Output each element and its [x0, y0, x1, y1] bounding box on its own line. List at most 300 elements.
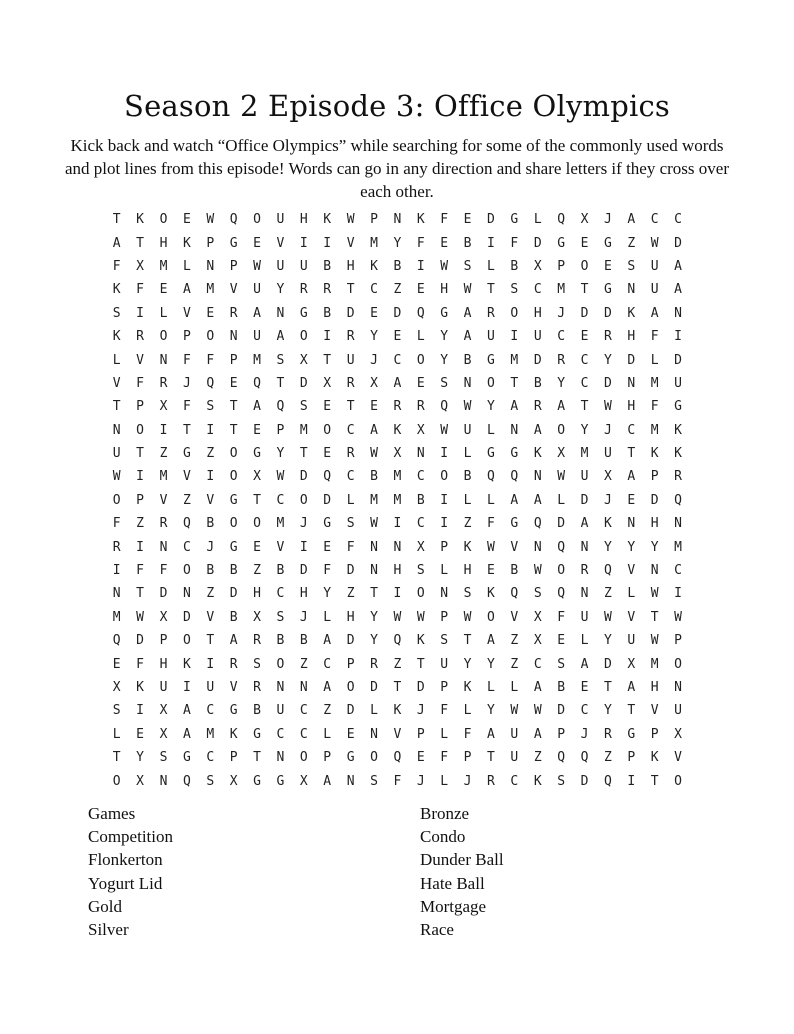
- grid-letter: F: [136, 375, 144, 391]
- grid-letter: O: [159, 212, 168, 228]
- grid-letter: E: [416, 282, 425, 298]
- grid-letter: E: [440, 235, 449, 251]
- grid-letter: Q: [206, 375, 215, 391]
- grid-letter: P: [323, 750, 332, 766]
- grid-letter: I: [136, 703, 144, 719]
- grid-letter: N: [346, 773, 355, 789]
- grid-letter: A: [253, 305, 261, 321]
- grid-letter: O: [299, 329, 308, 345]
- grid-letter: X: [393, 446, 402, 462]
- grid-letter: O: [229, 469, 238, 485]
- grid-letter: U: [112, 446, 121, 462]
- grid-letter: E: [580, 235, 589, 251]
- grid-letter: T: [650, 773, 659, 789]
- grid-letter: H: [440, 282, 449, 298]
- grid-letter: R: [229, 656, 238, 672]
- grid-letter: V: [650, 703, 659, 719]
- grid-letter: I: [206, 656, 215, 672]
- grid-letter: Z: [346, 586, 355, 602]
- grid-letter: E: [487, 563, 495, 579]
- grid-letter: E: [580, 329, 589, 345]
- grid-letter: L: [370, 703, 378, 719]
- grid-letter: K: [182, 656, 191, 672]
- grid-letter: C: [276, 586, 285, 602]
- grid-letter: K: [650, 446, 659, 462]
- grid-letter: R: [159, 375, 168, 391]
- grid-letter: S: [510, 282, 519, 298]
- grid-letter: U: [276, 258, 285, 274]
- grid-letter: Q: [182, 773, 191, 789]
- grid-letter: P: [650, 726, 659, 742]
- grid-letter: Y: [323, 586, 332, 602]
- grid-letter: F: [323, 563, 332, 579]
- grid-letter: A: [182, 726, 191, 742]
- grid-letter: S: [112, 305, 121, 321]
- grid-letter: S: [416, 563, 425, 579]
- grid-letter: R: [533, 399, 542, 415]
- grid-letter: W: [463, 282, 472, 298]
- grid-letter: S: [276, 352, 285, 368]
- grid-letter: O: [487, 609, 495, 625]
- grid-letter: G: [299, 305, 308, 321]
- grid-letter: K: [229, 726, 238, 742]
- grid-letter: U: [253, 329, 261, 345]
- grid-letter: X: [112, 680, 121, 695]
- grid-letter: B: [229, 563, 238, 579]
- grid-letter: M: [206, 282, 215, 298]
- grid-letter: L: [112, 352, 121, 368]
- grid-letter: I: [440, 516, 449, 532]
- grid-letter: O: [253, 212, 261, 228]
- grid-letter: Q: [440, 399, 449, 415]
- grid-letter: I: [299, 235, 308, 251]
- grid-letter: K: [136, 680, 144, 695]
- grid-letter: G: [229, 539, 238, 555]
- grid-letter: W: [440, 258, 449, 274]
- grid-letter: H: [346, 258, 355, 274]
- grid-letter: D: [674, 235, 682, 251]
- grid-letter: G: [253, 446, 261, 462]
- grid-letter: D: [346, 703, 355, 719]
- grid-letter: A: [627, 680, 636, 695]
- grid-letter: O: [299, 750, 308, 766]
- grid-letter: B: [510, 563, 519, 579]
- grid-letter: J: [557, 305, 566, 321]
- grid-letter: V: [182, 305, 191, 321]
- grid-letter: V: [206, 609, 215, 625]
- grid-letter: J: [299, 516, 308, 532]
- grid-letter: Q: [416, 305, 425, 321]
- grid-letter: A: [487, 726, 495, 742]
- grid-letter: X: [323, 375, 332, 391]
- grid-letter: I: [323, 329, 332, 345]
- grid-letter: J: [370, 352, 378, 368]
- grid-letter: Q: [253, 375, 261, 391]
- grid-letter: C: [346, 422, 355, 438]
- grid-letter: G: [323, 516, 332, 532]
- grid-letter: C: [557, 329, 566, 345]
- grid-letter: M: [370, 492, 378, 508]
- grid-letter: A: [370, 422, 378, 438]
- grid-letter: I: [393, 586, 402, 602]
- grid-letter: K: [112, 282, 121, 298]
- grid-letter: W: [650, 235, 659, 251]
- grid-letter: Y: [463, 656, 472, 672]
- grid-letter: Y: [603, 539, 612, 555]
- grid-letter: A: [182, 282, 191, 298]
- grid-letter: N: [276, 750, 285, 766]
- grid-letter: C: [627, 422, 636, 438]
- grid-letter: X: [229, 773, 238, 789]
- grid-letter: U: [206, 680, 215, 695]
- grid-letter: A: [112, 235, 121, 251]
- grid-letter: W: [603, 399, 612, 415]
- grid-letter: Q: [323, 469, 332, 485]
- grid-letter: Y: [603, 703, 612, 719]
- grid-letter: I: [440, 492, 449, 508]
- grid-letter: X: [159, 609, 168, 625]
- grid-letter: T: [346, 282, 355, 298]
- grid-letter: N: [159, 352, 168, 368]
- grid-letter: P: [346, 656, 355, 672]
- grid-letter: W: [533, 703, 542, 719]
- grid-letter: F: [510, 235, 519, 251]
- grid-letter: T: [487, 282, 495, 298]
- grid-letter: R: [603, 329, 612, 345]
- grid-letter: L: [533, 212, 542, 228]
- grid-letter: E: [603, 258, 612, 274]
- grid-letter: V: [627, 609, 636, 625]
- grid-letter: T: [603, 680, 612, 695]
- grid-letter: R: [580, 563, 589, 579]
- grid-letter: J: [603, 492, 612, 508]
- grid-letter: I: [323, 235, 332, 251]
- grid-letter: V: [674, 750, 682, 766]
- grid-letter: L: [323, 609, 332, 625]
- grid-letter: I: [206, 422, 215, 438]
- grid-letter: N: [627, 282, 636, 298]
- grid-letter: U: [627, 633, 636, 649]
- grid-letter: K: [393, 422, 402, 438]
- grid-letter: M: [674, 539, 682, 555]
- grid-letter: C: [299, 703, 308, 719]
- grid-letter: N: [229, 329, 238, 345]
- grid-letter: Q: [674, 492, 682, 508]
- grid-letter: T: [206, 633, 215, 649]
- grid-letter: K: [533, 446, 542, 462]
- grid-letter: B: [393, 258, 402, 274]
- grid-letter: S: [370, 773, 378, 789]
- grid-letter: B: [276, 633, 285, 649]
- grid-letter: Q: [393, 633, 402, 649]
- grid-letter: E: [253, 422, 261, 438]
- grid-letter: S: [533, 586, 542, 602]
- grid-letter: G: [557, 235, 566, 251]
- grid-letter: U: [299, 258, 308, 274]
- grid-letter: D: [533, 352, 542, 368]
- grid-letter: Z: [603, 750, 612, 766]
- grid-letter: E: [253, 235, 261, 251]
- grid-letter: F: [487, 516, 495, 532]
- grid-letter: B: [416, 492, 425, 508]
- grid-letter: G: [674, 399, 682, 415]
- word-list-item: Silver: [88, 920, 129, 940]
- grid-letter: D: [182, 609, 191, 625]
- grid-letter: X: [136, 258, 144, 274]
- word-list-item: Games: [88, 804, 136, 823]
- grid-letter: N: [182, 586, 191, 602]
- grid-letter: T: [650, 609, 659, 625]
- grid-letter: X: [627, 656, 636, 672]
- word-list-item: Mortgage: [420, 896, 487, 916]
- grid-letter: D: [650, 492, 659, 508]
- grid-letter: T: [112, 399, 121, 415]
- grid-letter: Y: [487, 656, 495, 672]
- grid-letter: F: [463, 726, 472, 742]
- grid-letter: K: [112, 329, 121, 345]
- grid-letter: W: [487, 539, 495, 555]
- grid-letter: A: [229, 633, 238, 649]
- grid-letter: C: [206, 750, 215, 766]
- grid-letter: J: [299, 609, 308, 625]
- grid-letter: T: [229, 422, 238, 438]
- grid-letter: N: [580, 586, 589, 602]
- grid-letter: X: [533, 258, 542, 274]
- grid-letter: D: [674, 352, 682, 368]
- grid-letter: C: [370, 282, 378, 298]
- grid-letter: A: [627, 469, 636, 485]
- grid-letter: K: [323, 212, 332, 228]
- grid-letter: F: [159, 563, 168, 579]
- grid-letter: P: [674, 633, 682, 649]
- grid-letter: Y: [370, 633, 378, 649]
- grid-letter: D: [416, 680, 425, 695]
- grid-letter: F: [650, 399, 659, 415]
- grid-letter: E: [323, 446, 332, 462]
- grid-letter: R: [416, 399, 425, 415]
- grid-letter: A: [323, 633, 332, 649]
- grid-letter: X: [159, 399, 168, 415]
- grid-letter: E: [416, 375, 425, 391]
- grid-letter: P: [229, 258, 238, 274]
- grid-letter: C: [416, 469, 425, 485]
- grid-letter: W: [370, 446, 378, 462]
- grid-letter: N: [510, 422, 519, 438]
- grid-letter: N: [674, 516, 682, 532]
- grid-letter: Z: [323, 703, 332, 719]
- grid-letter: P: [557, 258, 566, 274]
- grid-letter: D: [580, 773, 589, 789]
- grid-letter: A: [580, 516, 589, 532]
- grid-letter: U: [276, 703, 285, 719]
- grid-letter: Y: [487, 703, 495, 719]
- grid-letter: Q: [276, 399, 285, 415]
- grid-letter: E: [370, 305, 378, 321]
- grid-letter: Y: [393, 235, 402, 251]
- grid-letter: B: [299, 633, 308, 649]
- grid-letter: U: [487, 329, 495, 345]
- grid-letter: F: [136, 563, 144, 579]
- grid-letter: I: [440, 446, 449, 462]
- grid-letter: A: [276, 329, 285, 345]
- word-list-item: Hate Ball: [420, 873, 485, 893]
- grid-letter: P: [416, 726, 425, 742]
- grid-letter: B: [323, 258, 332, 274]
- grid-letter: P: [206, 235, 215, 251]
- grid-letter: V: [112, 375, 121, 391]
- grid-letter: A: [323, 773, 332, 789]
- grid-letter: N: [533, 469, 542, 485]
- grid-letter: G: [440, 305, 449, 321]
- grid-letter: V: [393, 726, 402, 742]
- grid-letter: V: [276, 539, 285, 555]
- grid-letter: T: [112, 750, 121, 766]
- grid-letter: E: [229, 375, 238, 391]
- grid-letter: Q: [557, 750, 566, 766]
- grid-letter: Z: [393, 282, 402, 298]
- grid-letter: N: [580, 539, 589, 555]
- grid-letter: P: [440, 680, 449, 695]
- grid-letter: R: [299, 282, 308, 298]
- grid-letter: V: [206, 492, 215, 508]
- word-list-item: Flonkerton: [88, 850, 163, 870]
- grid-letter: D: [557, 516, 566, 532]
- grid-letter: S: [346, 516, 355, 532]
- grid-letter: G: [229, 492, 238, 508]
- grid-letter: M: [253, 352, 261, 368]
- grid-letter: T: [136, 586, 144, 602]
- grid-letter: Y: [557, 375, 566, 391]
- grid-letter: D: [346, 633, 355, 649]
- grid-letter: A: [533, 422, 542, 438]
- grid-letter: T: [182, 422, 191, 438]
- grid-letter: F: [440, 703, 449, 719]
- grid-letter: R: [370, 656, 378, 672]
- grid-letter: E: [557, 633, 566, 649]
- grid-letter: L: [510, 680, 519, 695]
- grid-letter: N: [627, 516, 636, 532]
- grid-letter: D: [487, 212, 495, 228]
- grid-letter: Z: [393, 656, 402, 672]
- grid-letter: T: [346, 399, 355, 415]
- grid-letter: D: [229, 586, 238, 602]
- grid-letter: E: [370, 399, 378, 415]
- grid-letter: N: [159, 773, 168, 789]
- grid-letter: A: [533, 726, 542, 742]
- grid-letter: P: [136, 399, 144, 415]
- grid-letter: W: [416, 609, 425, 625]
- grid-letter: O: [229, 446, 238, 462]
- word-list-item: Race: [420, 920, 454, 940]
- grid-letter: A: [323, 680, 332, 695]
- grid-letter: G: [510, 516, 519, 532]
- grid-letter: T: [510, 375, 519, 391]
- grid-letter: R: [603, 726, 612, 742]
- grid-letter: R: [346, 375, 355, 391]
- grid-letter: P: [182, 329, 191, 345]
- grid-letter: R: [229, 305, 238, 321]
- grid-letter: V: [182, 469, 191, 485]
- grid-letter: D: [299, 375, 308, 391]
- grid-letter: M: [510, 352, 519, 368]
- grid-letter: H: [299, 586, 308, 602]
- grid-letter: M: [206, 726, 215, 742]
- grid-letter: W: [463, 399, 472, 415]
- grid-letter: M: [650, 656, 659, 672]
- grid-letter: L: [112, 726, 121, 742]
- grid-letter: U: [603, 446, 612, 462]
- grid-letter: O: [557, 563, 566, 579]
- grid-letter: L: [440, 773, 449, 789]
- grid-letter: R: [674, 469, 682, 485]
- word-list-item: Competition: [88, 827, 173, 847]
- grid-letter: M: [393, 469, 402, 485]
- grid-letter: N: [276, 305, 285, 321]
- grid-letter: O: [323, 422, 332, 438]
- grid-letter: R: [159, 516, 168, 532]
- grid-letter: O: [580, 258, 589, 274]
- grid-letter: F: [112, 516, 121, 532]
- grid-letter: A: [393, 375, 402, 391]
- grid-letter: H: [627, 399, 636, 415]
- grid-letter: Q: [533, 516, 542, 532]
- grid-letter: X: [580, 212, 589, 228]
- grid-letter: C: [346, 469, 355, 485]
- grid-letter: O: [182, 563, 191, 579]
- grid-letter: A: [674, 258, 682, 274]
- grid-letter: B: [370, 469, 378, 485]
- grid-letter: D: [603, 656, 612, 672]
- grid-letter: F: [182, 352, 191, 368]
- grid-letter: B: [206, 563, 215, 579]
- grid-letter: F: [182, 399, 191, 415]
- grid-letter: S: [276, 609, 285, 625]
- grid-letter: G: [346, 750, 355, 766]
- grid-letter: K: [487, 586, 495, 602]
- grid-letter: N: [674, 680, 682, 695]
- grid-letter: N: [393, 212, 402, 228]
- grid-letter: X: [370, 375, 378, 391]
- grid-letter: X: [299, 773, 308, 789]
- grid-letter: E: [136, 726, 144, 742]
- grid-letter: U: [276, 212, 285, 228]
- grid-letter: O: [206, 329, 215, 345]
- grid-letter: Z: [510, 633, 519, 649]
- grid-letter: T: [323, 352, 332, 368]
- grid-letter: W: [603, 609, 612, 625]
- grid-letter: M: [112, 609, 121, 625]
- grid-letter: I: [112, 563, 121, 579]
- grid-letter: F: [650, 329, 659, 345]
- grid-letter: N: [370, 726, 378, 742]
- grid-letter: A: [253, 399, 261, 415]
- grid-letter: C: [674, 563, 682, 579]
- grid-letter: O: [299, 492, 308, 508]
- grid-letter: J: [603, 212, 612, 228]
- grid-letter: Z: [299, 656, 308, 672]
- grid-letter: C: [323, 656, 332, 672]
- grid-letter: S: [557, 656, 566, 672]
- grid-letter: A: [463, 305, 472, 321]
- grid-letter: N: [206, 258, 215, 274]
- grid-letter: K: [182, 235, 191, 251]
- word-search-grid: [105, 208, 690, 793]
- word-list-item: Gold: [88, 896, 122, 916]
- grid-letter: D: [393, 305, 402, 321]
- grid-letter: J: [463, 773, 472, 789]
- grid-letter: E: [253, 539, 261, 555]
- grid-letter: O: [674, 656, 682, 672]
